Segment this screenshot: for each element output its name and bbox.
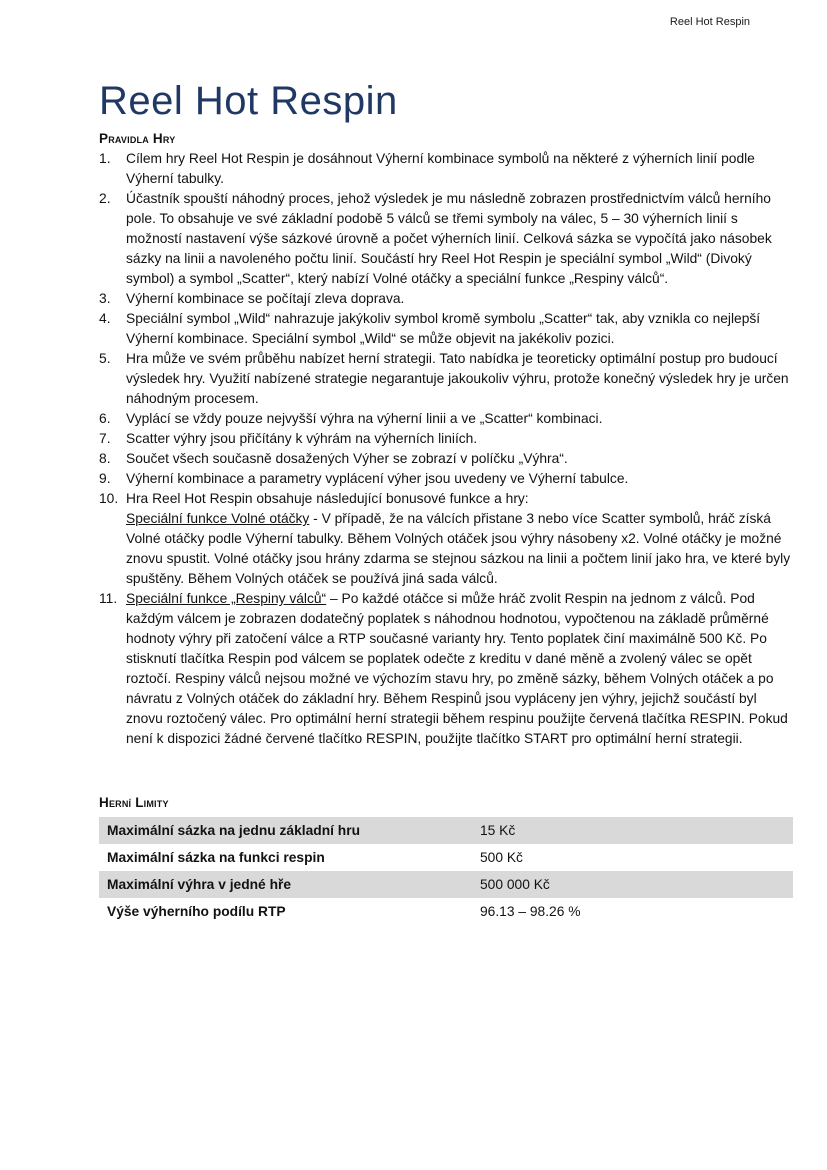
rule-text: Vyplácí se vždy pouze nejvyšší výhra na výherní linii a ve „Scatter“ kombinaci.	[126, 411, 603, 426]
page-content	[99, 0, 793, 925]
rule-item	[99, 149, 793, 189]
rule-item	[99, 289, 793, 309]
game-limits-table	[99, 817, 793, 925]
rule-text: Speciální symbol „Wild“ nahrazuje jakýkoliv symbol kromě symbolu „Scatter“ tak, aby vznikla co nejlepší Výherní kombinace. Speciální symbol „Wild“ se může objevit na jakékoliv pozici.	[126, 311, 761, 346]
rule-item	[99, 449, 793, 469]
rule-item-free-spins	[99, 489, 793, 589]
rule-item	[99, 469, 793, 489]
rule-item	[99, 189, 793, 289]
page-title: Reel Hot Respin	[99, 79, 398, 123]
limit-label: Maximální sázka na jednu základní hru	[107, 823, 361, 838]
limits-section-heading: Herní Limity	[99, 795, 169, 810]
table-row	[99, 898, 793, 925]
rule-item-respin	[99, 589, 793, 749]
rule-text: Scatter výhry jsou přičítány k výhrám na výherních liniích.	[126, 431, 478, 446]
rule-text: Účastník spouští náhodný proces, jehož výsledek je mu následně zobrazen prostřednictvím válců herního pole. To obsahuje ve své základní podobě 5 válců se třemi symboly na válec, 5 – 30 výherních linií s možností nastavení výše sázkové úrovně a počet výherních linií. Celková sázka se vypočítá jako násobek sázky na linii a navoleného počtu linií. Součástí hry Reel Hot Respin je speciální symbol „Wild“ (Divoký symbol) a symbol „Scatter“, který nabízí Volné otáčky a speciální funkce „Respiny válců“.	[126, 191, 772, 286]
rule-text: – Po každé otáčce si může hráč zvolit Respin na jednom z válců. Pod každým válcem je zobrazen dodatečný poplatek s náhodnou hodnotou, vypočtenou na základě průměrné hodnoty výhry při zatočení válce a RTP současné varianty hry. Tento poplatek činí maximálně 500 Kč. Po stisknutí tlačítka Respin pod válcem se poplatek odečte z kreditu v dané měně a zvolený válec se opět roztočí. Respiny válců nejsou možné ve výchozím stavu hry, po změně sázky, během Volných otáček a po návratu z Volných otáček do základní hry. Během Respinů jsou vypláceny jen výhry, jejichž součástí byl znovu roztočený válec. Pro optimální herní strategii během respinu použijte červená tlačítka RESPIN. Pokud není k dispozici žádné červené tlačítko RESPIN, použijte tlačítko START pro optimální herní strategii.	[126, 591, 788, 746]
limit-label: Maximální výhra v jedné hře	[107, 877, 292, 892]
limit-label: Maximální sázka na funkci respin	[107, 850, 325, 865]
limit-value: 500 Kč	[480, 850, 523, 865]
page-header-running-title: Reel Hot Respin	[669, 16, 750, 28]
rule-text: Hra může ve svém průběhu nabízet herní strategii. Tato nabídka je teoreticky optimální postup pro budoucí výsledek hry. Využití nabízené strategie negarantuje jakoukoliv výhru, protože konečný výsledek hry je určen náhodným procesem.	[126, 351, 789, 406]
rule-item	[99, 429, 793, 449]
rule-text: Cílem hry Reel Hot Respin je dosáhnout Výherní kombinace symbolů na některé z výherních linií podle Výherní tabulky.	[126, 151, 755, 186]
rule-item	[99, 309, 793, 349]
rule-feature-name-underlined: Speciální funkce Volné otáčky	[126, 511, 310, 526]
rule-text: Výherní kombinace a parametry vyplácení výher jsou uvedeny ve Výherní tabulce.	[126, 471, 629, 486]
rules-list	[99, 149, 793, 749]
rules-section-heading: Pravidla Hry	[99, 131, 176, 146]
rule-feature-name-underlined: Speciální funkce „Respiny válců“	[126, 591, 327, 606]
rule-item	[99, 349, 793, 409]
table-row	[99, 817, 793, 844]
limit-value: 96.13 – 98.26 %	[480, 904, 581, 919]
rule-text-intro: Hra Reel Hot Respin obsahuje následující bonusové funkce a hry:	[126, 491, 529, 506]
rule-item	[99, 409, 793, 429]
limit-label: Výše výherního podílu RTP	[107, 904, 286, 919]
rule-text: Výherní kombinace se počítají zleva doprava.	[126, 291, 405, 306]
limit-value: 500 000 Kč	[480, 877, 550, 892]
limit-value: 15 Kč	[480, 823, 516, 838]
table-row	[99, 844, 793, 871]
table-row	[99, 871, 793, 898]
rule-text: - V případě, že na válcích přistane 3 nebo více Scatter symbolů, hráč získá Volné otáčky podle Výherní tabulky. Během Volných otáček jsou výhry násobeny x2. Volné otáčky je možné znovu spustit. Volné otáčky jsou hrány zdarma se stejnou sázkou na linii a počtem linií jako hra, ve které byly spuštěny. Během Volných otáček se používá jiná sada válců.	[126, 511, 791, 586]
rule-text: Součet všech současně dosažených Výher se zobrazí v políčku „Výhra“.	[126, 451, 568, 466]
